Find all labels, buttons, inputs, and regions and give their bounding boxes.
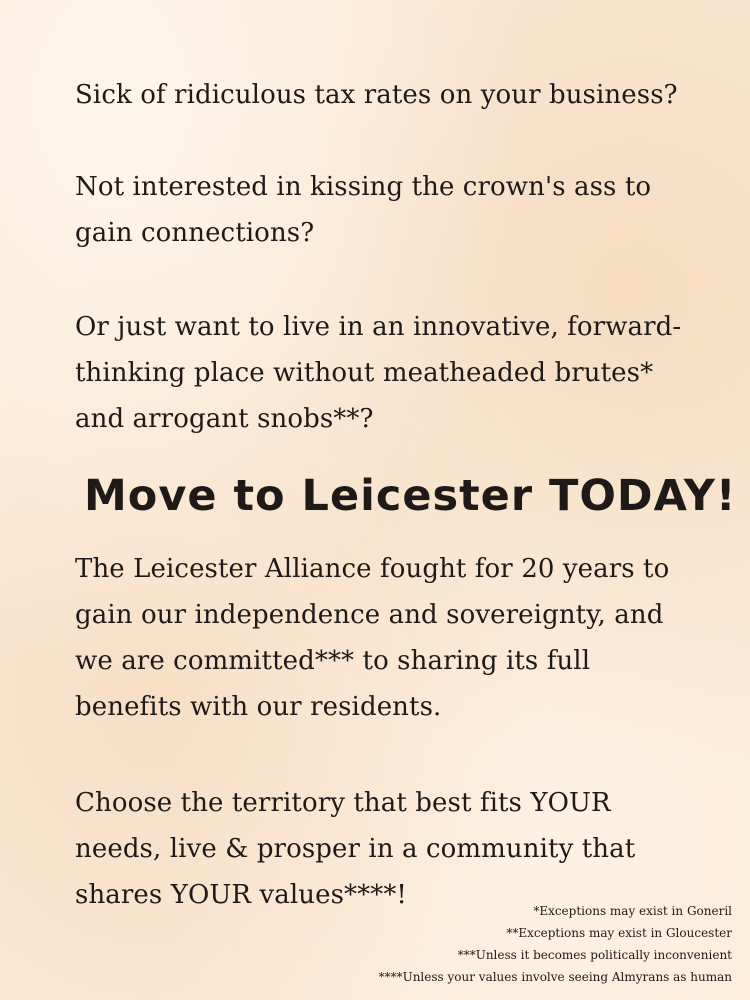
- text-line: Not interested in kissing the crown's ass to: [75, 172, 652, 202]
- text-line: The Leicester Alliance fought for 20 years to: [75, 554, 670, 584]
- paragraph-innovative-place: [75, 304, 681, 442]
- headline: Move to Leicester TODAY!: [84, 471, 737, 521]
- text-line: and arrogant snobs**?: [75, 404, 374, 434]
- footnote-goneril: *Exceptions may exist in Goneril: [533, 904, 732, 918]
- text-line: shares YOUR values****!: [75, 880, 407, 910]
- paragraph-leicester-alliance: [75, 546, 669, 730]
- footnote-politically-inconvenient: ***Unless it becomes politically inconvenient: [457, 948, 732, 962]
- paragraph-kissing-crown: [75, 164, 651, 256]
- text-line: Choose the territory that best fits YOUR: [75, 788, 611, 818]
- text-line: needs, live & prosper in a community that: [75, 834, 636, 864]
- footnote-almyrans: ****Unless your values involve seeing Almyrans as human: [378, 970, 732, 984]
- text-line: Sick of ridiculous tax rates on your business?: [75, 80, 678, 110]
- text-line: benefits with our residents.: [75, 692, 442, 722]
- text-line: we are committed*** to sharing its full: [75, 646, 591, 676]
- paragraph-choose-territory: [75, 780, 635, 918]
- text-line: gain connections?: [75, 218, 315, 248]
- text-line: thinking place without meatheaded brutes*: [75, 358, 654, 388]
- footnotes: [379, 900, 732, 988]
- paragraph-tax-rates: [75, 72, 678, 118]
- text-line: Or just want to live in an innovative, forward-: [75, 312, 682, 342]
- footnote-gloucester: **Exceptions may exist in Gloucester: [506, 926, 732, 940]
- text-line: gain our independence and sovereignty, and: [75, 600, 664, 630]
